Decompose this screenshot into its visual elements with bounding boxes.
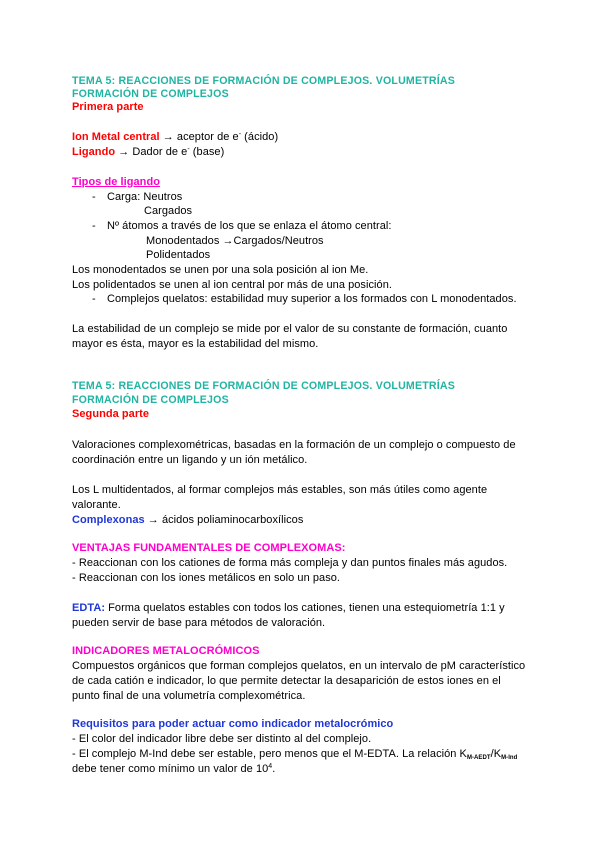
- multidentados-line2: valorante.: [72, 499, 121, 511]
- requisitos-heading: Requisitos para poder actuar como indicador metalocrómico: [72, 718, 394, 730]
- ion-metal-label: Ion Metal central: [72, 131, 160, 143]
- part1-heading-line1: TEMA 5: REACCIONES DE FORMACIÓN DE COMPLEJOS. VOLUMETRÍAS: [72, 75, 455, 87]
- part2-heading-line2: FORMACIÓN DE COMPLEJOS: [72, 394, 229, 406]
- complexonas-line: [72, 513, 303, 528]
- valoraciones-line1: Valoraciones complexométricas, basadas en la formación de un complejo o compuesto de: [72, 439, 516, 451]
- polidentados-text: Polidentados: [146, 249, 211, 261]
- ventaja-2: - Reaccionan con los iones metálicos en solo un paso.: [72, 572, 341, 584]
- carga-text: Carga: Neutros: [107, 191, 183, 203]
- requisito-3: [72, 762, 275, 777]
- multidentados-line1: Los L multidentados, al formar complejos más estables, son más útiles como agente: [72, 484, 488, 496]
- indicadores-line1: Compuestos orgánicos que forman complejos quelatos, en un intervalo de pM característico: [72, 660, 526, 672]
- part1-subheading: Primera parte: [72, 101, 144, 113]
- edta-label: EDTA:: [72, 602, 106, 614]
- n-atomos-text: Nº átomos a través de los que se enlaza el átomo central:: [107, 220, 392, 232]
- ligando-sup: -: [187, 146, 190, 153]
- edta-line1: [72, 601, 505, 616]
- indicadores-heading: INDICADORES METALOCRÓMICOS: [72, 645, 260, 657]
- ligando-line: [72, 145, 224, 160]
- requisito-2: [72, 747, 517, 762]
- edta-line2: pueden servir de base para métodos de valoración.: [72, 617, 326, 629]
- ion-metal-text: → aceptor de e: [159, 131, 239, 143]
- indicadores-line3: punto final de una volumetría complexométrica.: [72, 690, 306, 702]
- requisito-2-sub2: M-Ind: [501, 755, 518, 761]
- bullet-dash-1: -: [92, 191, 96, 203]
- cargados-text: Cargados: [144, 205, 193, 217]
- ligando-text: → Dador de e: [115, 146, 188, 158]
- requisito-3-text: debe tener como mínimo un valor de 10: [72, 763, 269, 775]
- quelatos-text: Complejos quelatos: estabilidad muy superior a los formados con L monodentados.: [107, 293, 517, 305]
- indicadores-line2: de cada catión e indicador, lo que permite detectar la desaparición de estos iones en el: [72, 675, 501, 687]
- tipos-ligando-heading: Tipos de ligando: [72, 176, 160, 188]
- requisito-3-end: .: [272, 763, 276, 775]
- ligando-label: Ligando: [72, 146, 116, 158]
- complexonas-text: → ácidos poliaminocarboxílicos: [144, 514, 304, 526]
- poli-line: Los polidentados se unen al ion central por más de una posición.: [72, 279, 392, 291]
- ion-metal-suffix: (ácido): [241, 131, 279, 143]
- monodentados-text: Monodentados →Cargados/Neutros: [146, 235, 324, 247]
- mono-line: Los monodentados se unen por una sola posición al ion Me.: [72, 264, 369, 276]
- part1-heading-line2: FORMACIÓN DE COMPLEJOS: [72, 88, 229, 100]
- requisito-1: - El color del indicador libre debe ser distinto al del complejo.: [72, 733, 372, 745]
- requisito-2-text: - El complejo M-Ind debe ser estable, pero menos que el M-EDTA. La relación K: [72, 748, 467, 760]
- edta-text: Forma quelatos estables con todos los cationes, tienen una estequiometría 1:1 y: [105, 602, 505, 614]
- requisito-2-sub1: M-AEDT: [466, 755, 491, 761]
- ventajas-heading: VENTAJAS FUNDAMENTALES DE COMPLEXOMAS:: [72, 542, 346, 554]
- valoraciones-line2: coordinación entre un ligando y un ión metálico.: [72, 454, 308, 466]
- ligando-suffix: (base): [189, 146, 225, 158]
- estabilidad-line1: La estabilidad de un complejo se mide por el valor de su constante de formación, cuanto: [72, 323, 508, 335]
- ion-metal-sup: -: [238, 131, 242, 138]
- estabilidad-line2: mayor es ésta, mayor es la estabilidad del mismo.: [72, 338, 319, 350]
- bullet-dash-3: -: [92, 293, 96, 305]
- bullet-dash-2: -: [92, 220, 96, 232]
- requisito-3-sup: 4: [268, 763, 273, 770]
- ion-metal-line: [72, 130, 278, 145]
- part2-heading-line1: TEMA 5: REACCIONES DE FORMACIÓN DE COMPLEJOS. VOLUMETRÍAS: [72, 380, 455, 392]
- ventaja-1: - Reaccionan con los cationes de forma más compleja y dan puntos finales más agudos.: [72, 557, 508, 569]
- requisito-2-slash: /K: [490, 748, 502, 760]
- part2-subheading: Segunda parte: [72, 408, 150, 420]
- complexonas-label: Complexonas: [72, 514, 145, 526]
